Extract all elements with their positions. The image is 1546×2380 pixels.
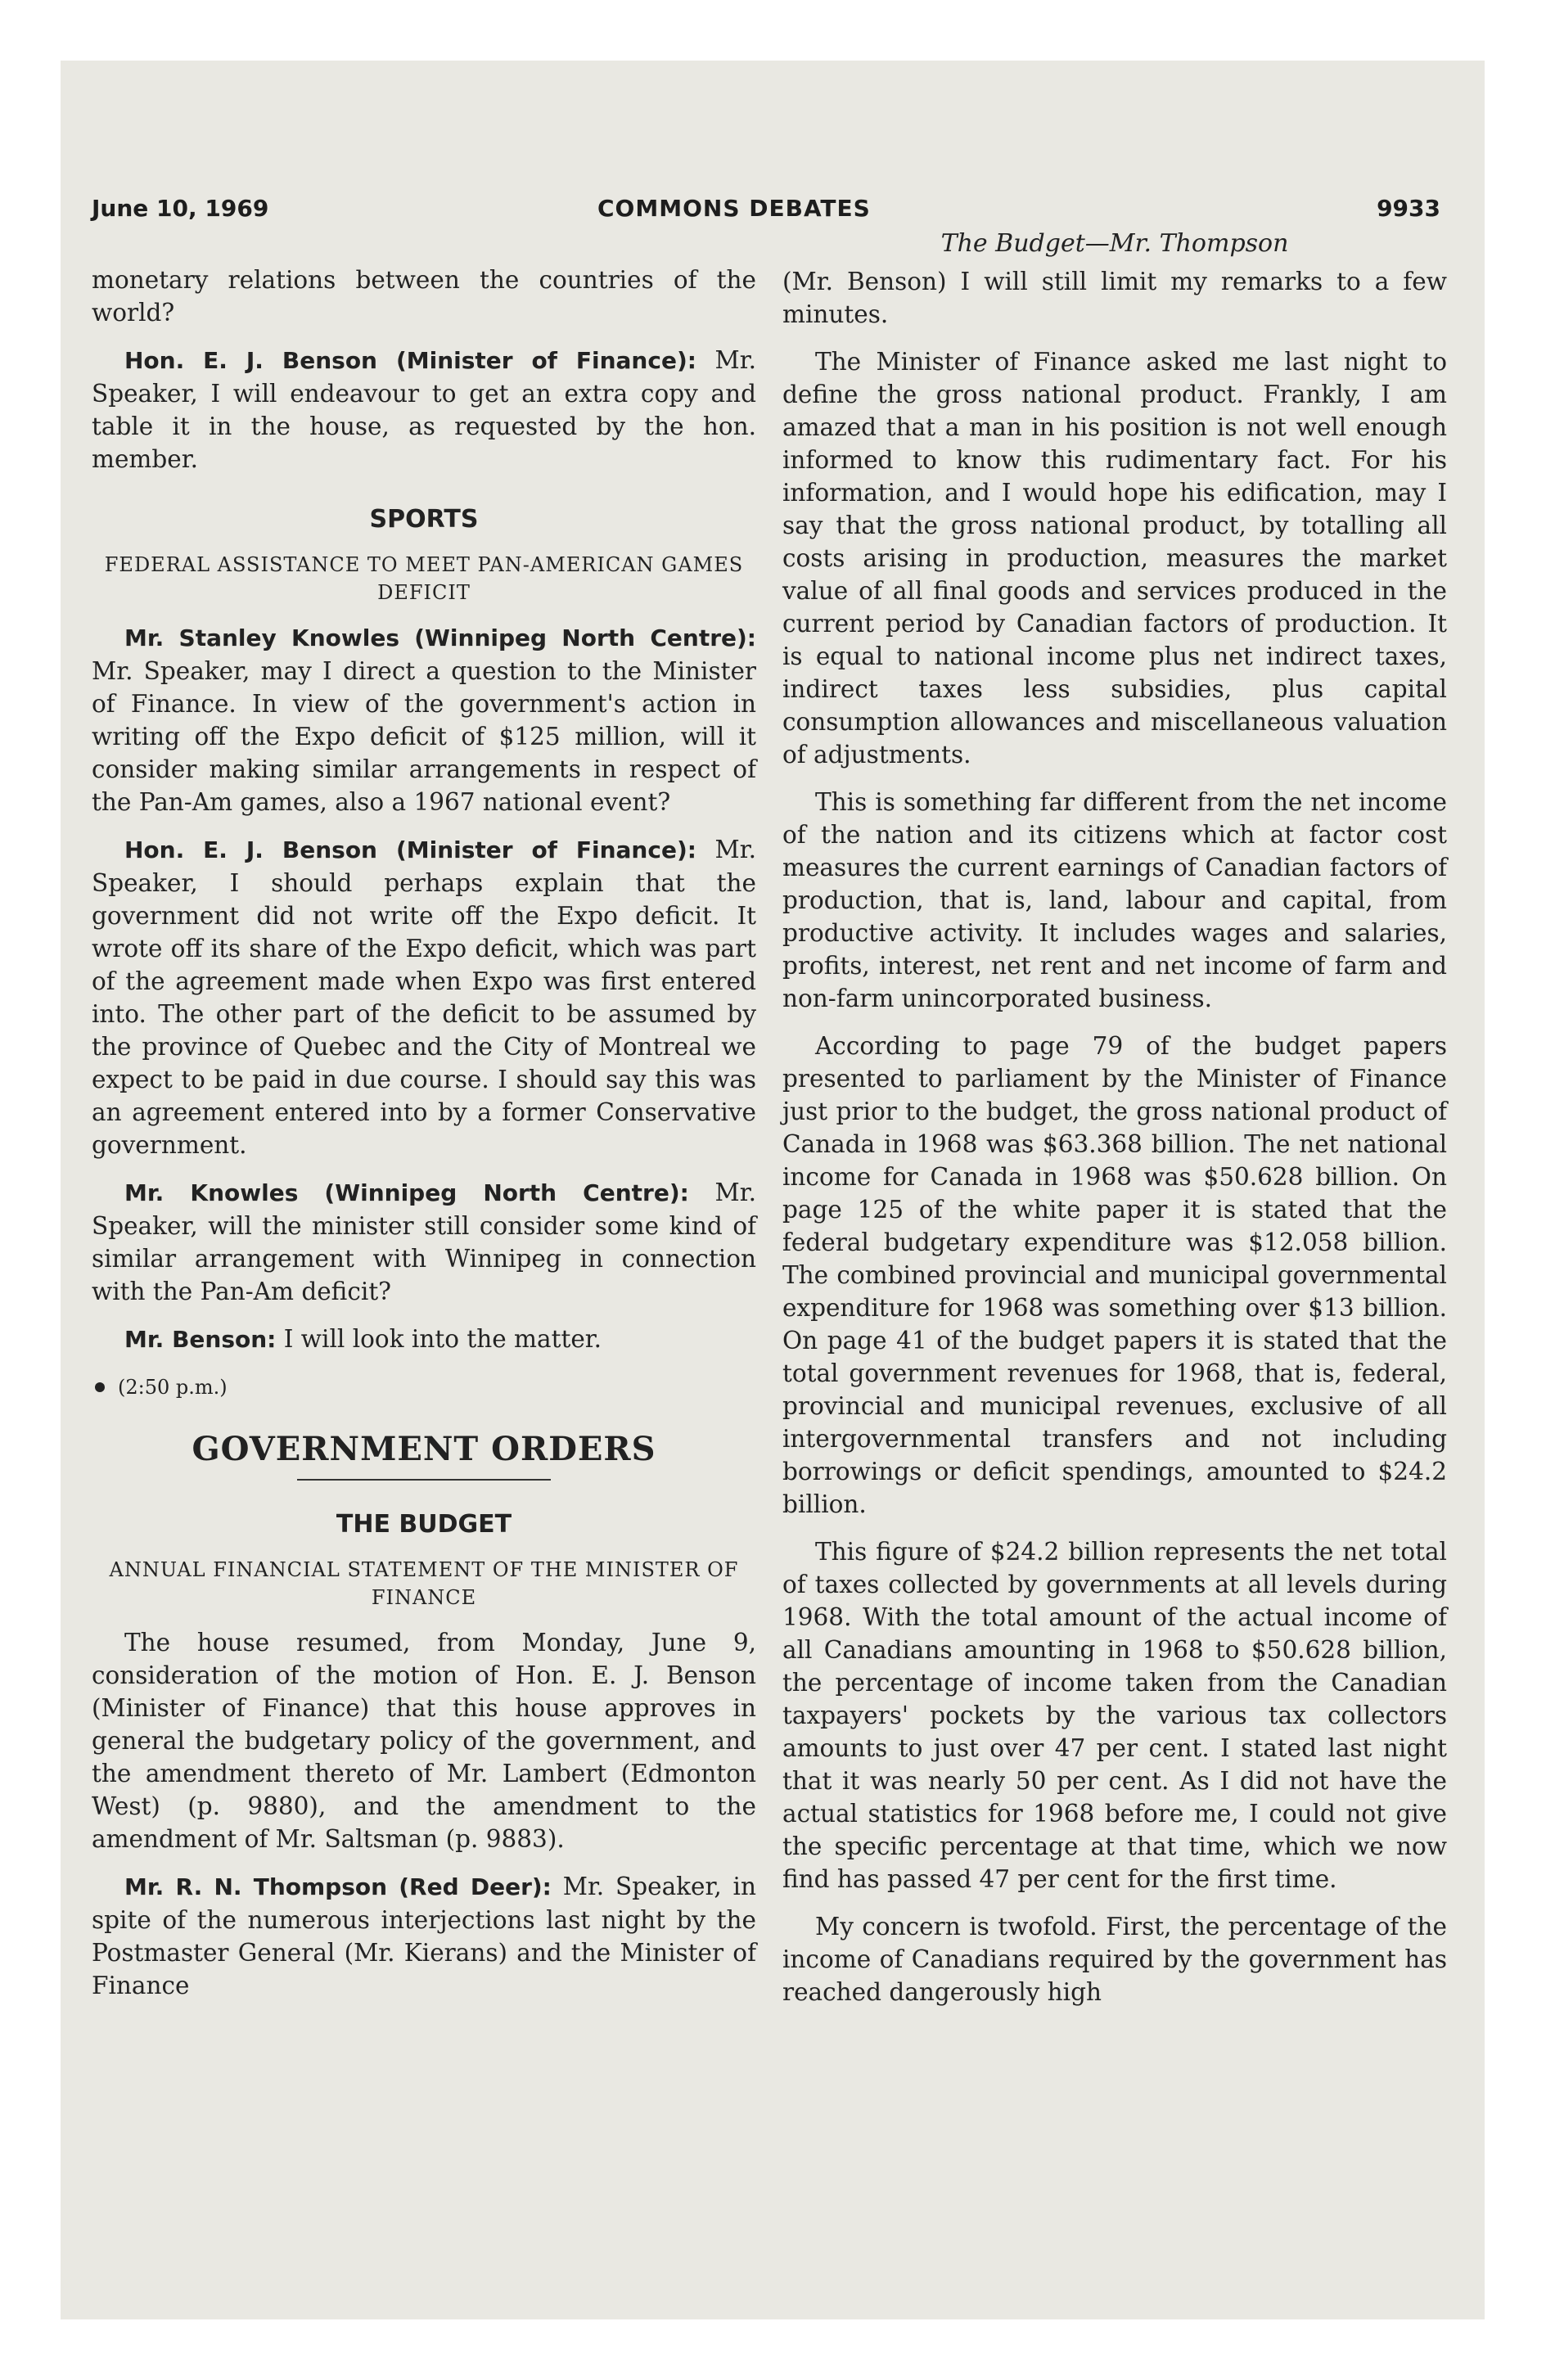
speech — [92, 344, 756, 476]
section-subheading: ANNUAL FINANCIAL STATEMENT OF THE MINISTER OF FINANCE — [109, 1558, 739, 1609]
section-subheading: FEDERAL ASSISTANCE TO MEET PAN-AMERICAN GAMES DEFICIT — [104, 553, 744, 604]
speaker-name: Mr. R. N. Thompson (Red Deer): — [124, 1873, 552, 1900]
section-heading-budget: THE BUDGET — [336, 1510, 512, 1539]
section-heading-sports: SPORTS — [369, 505, 479, 534]
header-page-number: 9933 — [1377, 195, 1440, 222]
paragraph: (Mr. Benson) I will still limit my remarks to a few minutes. — [782, 268, 1447, 328]
section-heading-government-orders: GOVERNMENT ORDERS — [192, 1430, 656, 1468]
speech-text: Mr. Speaker, may I direct a question to the Minister of Finance. In view of the government's action in writing off the Expo deficit of $125 million, will it consider making similar arrangements in respect of the Pan-Am games, also a 1967 national event? — [92, 657, 756, 816]
speech — [92, 1870, 756, 2002]
speech-text: Mr. Speaker, I should perhaps explain that the government did not write off the Expo deficit. It wrote off its share of the Expo deficit, which was part of the agreement made when Expo was first entered into. The other part of the deficit to be assumed by the province of Quebec and the City of Montreal we expect to be paid in due course. I should say this was an agreement entered into by a former Conservative government. — [92, 836, 756, 1159]
running-head — [92, 195, 1440, 231]
divider — [297, 1479, 551, 1481]
paragraph: This figure of $24.2 billion represents the net total of taxes collected by governments at all levels during 1968. With the total amount of the actual income of all Canadians amounting in 1968 to $50.628 billion, the percentage of income taken from the Canadian taxpayers' pockets by the various tax collectors amounts to just over 47 per cent. I stated last night that it was nearly 50 per cent. As I did not have the actual statistics for 1968 before me, I could not give the specific percentage at that time, which we now find has passed 47 per cent for the first time. — [782, 1538, 1447, 1893]
paragraph: The house resumed, from Monday, June 9, consideration of the motion of Hon. E. J. Benson (Minister of Finance) that this house approves in general the budgetary policy of the government, and the amendment thereto of Mr. Lambert (Edmonton West) (p. 9880), and the amendment to the amendment of Mr. Saltsman (p. 9883). — [92, 1629, 756, 1853]
speaker-name: Mr. Knowles (Winnipeg North Centre): — [124, 1179, 689, 1206]
speech — [92, 833, 756, 1161]
running-subtitle: The Budget—Mr. Thompson — [940, 229, 1289, 258]
paragraph: My concern is twofold. First, the percentage of the income of Canadians required by the government has reached dangerously high — [782, 1913, 1447, 2006]
paragraph: This is something far different from the net income of the nation and its citizens which at factor cost measures the current earnings of Canadian factors of production, that is, land, labour and capital, from productive activity. It includes wages and salaries, profits, interest, net rent and net income of farm and non-farm unincorporated business. — [782, 788, 1447, 1012]
time-mark — [92, 1371, 756, 1404]
bullet-icon — [95, 1382, 105, 1392]
speech — [92, 1176, 756, 1308]
left-column — [92, 264, 756, 2017]
paragraph: The Minister of Finance asked me last night to define the gross national product. Frankly, I am amazed that a man in his position is not well enough informed to know this rudimentary fact. For his information, and I would hope his edification, may I say that the gross national product, by totalling all costs arising in production, measures the market value of all final goods and services produced in the current period by Canadian factors of production. It is equal to national income plus net indirect taxes, indirect taxes less subsidies, plus capital consumption allowances and miscellaneous valuation of adjustments. — [782, 348, 1447, 769]
speech-text: Mr. Speaker, in spite of the numerous interjections last night by the Postmaster General (Mr. Kierans) and the Minister of Finance — [92, 1873, 756, 1999]
speech-text: Mr. Speaker, I will endeavour to get an extra copy and table it in the house, as requested by the hon. member. — [92, 346, 756, 473]
paragraph: monetary relations between the countries of the world? — [92, 266, 756, 327]
speaker-name: Hon. E. J. Benson (Minister of Finance): — [124, 347, 696, 374]
speaker-name: Mr. Benson: — [124, 1326, 277, 1353]
header-date: June 10, 1969 — [92, 195, 269, 222]
speech — [92, 1323, 756, 1356]
time-mark-text: (2:50 p.m.) — [118, 1376, 228, 1399]
right-column — [782, 228, 1447, 2023]
speech-text: I will look into the matter. — [283, 1325, 602, 1353]
speaker-name: Mr. Stanley Knowles (Winnipeg North Centre): — [124, 624, 756, 651]
speech — [92, 621, 756, 818]
paragraph: According to page 79 of the budget papers presented to parliament by the Minister of Finance just prior to the budget, the gross national product of Canada in 1968 was $63.368 billion. The net national income for Canada in 1968 was $50.628 billion. On page 125 of the white paper it is stated that the federal budgetary expenditure was $12.058 billion. The combined provincial and municipal governmental expenditure for 1968 was something over $13 billion. On page 41 of the budget papers it is stated that the total government revenues for 1968, that is, federal, provincial and municipal revenues, exclusive of all intergovernmental transfers and not including borrowings or deficit spendings, amounted to $24.2 billion. — [782, 1032, 1447, 1518]
header-title: COMMONS DEBATES — [597, 195, 871, 222]
speech-text: Mr. Speaker, will the minister still consider some kind of similar arrangement with Winnipeg in connection with the Pan-Am deficit? — [92, 1179, 756, 1305]
speaker-name: Hon. E. J. Benson (Minister of Finance): — [124, 836, 696, 863]
